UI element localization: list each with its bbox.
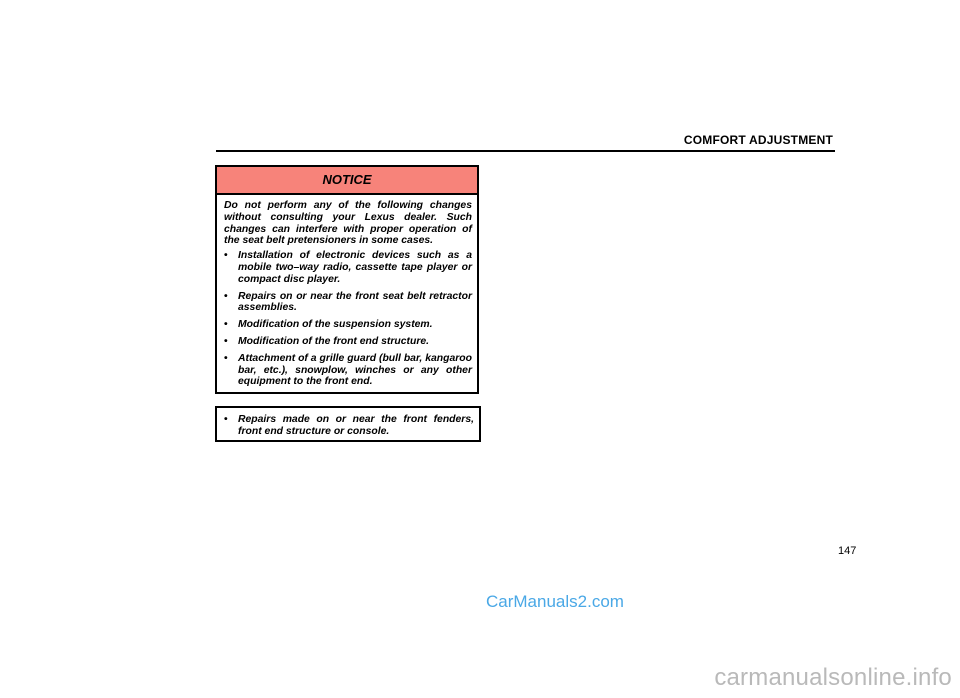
bullet-icon: • <box>224 319 228 331</box>
bullet-icon: • <box>224 352 228 364</box>
notice-item <box>224 291 472 315</box>
section-title: COMFORT ADJUSTMENT <box>683 133 833 147</box>
notice-body <box>217 195 477 388</box>
notice-item-text: Modification of the front end structure. <box>238 335 430 347</box>
notice-heading: NOTICE <box>217 167 477 195</box>
notice-continued-box <box>215 406 481 442</box>
bullet-icon: • <box>224 335 228 347</box>
notice-item-text: Attachment of a grille guard (bull bar, kangaroo bar, etc.), snowplow, winches or any other equipment to the front end. <box>238 352 472 388</box>
notice-item <box>224 414 474 438</box>
watermark-link[interactable]: CarManuals2.com <box>486 592 624 611</box>
notice-item <box>224 336 472 348</box>
bullet-icon: • <box>224 290 228 302</box>
notice-item-text: Repairs on or near the front seat belt retractor assemblies. <box>238 290 472 314</box>
notice-item-text: Repairs made on or near the front fenders, front end structure or console. <box>238 414 474 437</box>
notice-item-text: Modification of the suspension system. <box>238 319 433 331</box>
notice-item <box>224 319 472 331</box>
watermark-text: carmanualsonline.info <box>714 664 952 691</box>
notice-item-text: Installation of electronic devices such as a mobile two–way radio, cassette tape player or compact disc player. <box>238 250 472 285</box>
notice-item <box>224 250 472 285</box>
notice-item <box>224 353 472 388</box>
page-number: 147 <box>838 545 857 557</box>
header-divider <box>216 150 835 152</box>
bullet-icon: • <box>224 414 228 425</box>
notice-box <box>215 165 479 394</box>
bullet-icon: • <box>224 250 228 262</box>
notice-intro: Do not perform any of the following changes without consulting your Lexus dealer. Such changes can interfere with proper operation of the seat belt pretensioners in some cases. <box>224 200 472 247</box>
